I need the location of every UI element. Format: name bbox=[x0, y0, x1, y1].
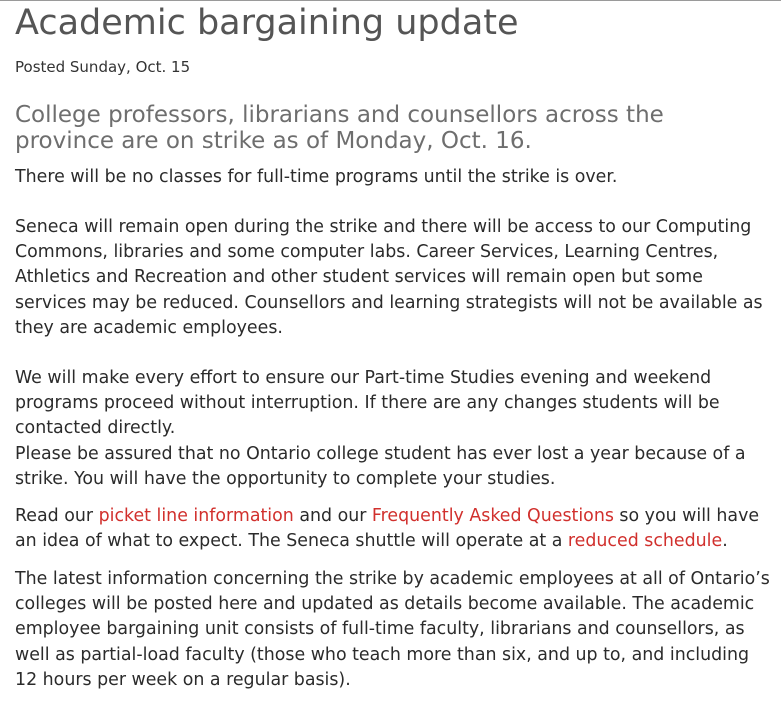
reduced-schedule-link[interactable]: reduced schedule bbox=[567, 531, 723, 552]
paragraph-read-our bbox=[15, 504, 770, 554]
page-title: Academic bargaining update bbox=[15, 3, 519, 43]
picket-line-information-link[interactable]: picket line information bbox=[98, 506, 294, 526]
paragraph-part-time: We will make every effort to ensure our Part-time Studies evening and weekend programs proceed without interruption. If there are any changes students will be contacted directly. bbox=[15, 368, 720, 439]
read-our-middle-text: so you will have an idea of what to expect. The Seneca shuttle will operate at a bbox=[15, 506, 760, 552]
read-our-intro-text: Read our bbox=[15, 506, 99, 526]
faq-link[interactable]: Frequently Asked Questions bbox=[371, 506, 614, 526]
paragraph-latest-info: The latest information concerning the strike by academic employees at all of Ontario’s colleges will be posted here and updated as details become available. The academic employee bargaining unit consists of full-time faculty, librarians and counsellors, as well as partial-load faculty (those who teach more than six, and up to, and including 12 hours per week on a regular basis). bbox=[15, 569, 770, 690]
and-our-text: and our bbox=[293, 506, 372, 526]
read-our-end-text: . bbox=[722, 531, 728, 552]
paragraph-assured: Please be assured that no Ontario college student has ever lost a year because of a strike. You will have the opportunity to complete your studies. bbox=[15, 444, 746, 490]
paragraph-no-classes: There will be no classes for full-time programs until the strike is over. bbox=[15, 167, 618, 187]
posted-date: Posted Sunday, Oct. 15 bbox=[15, 58, 191, 76]
top-divider bbox=[0, 0, 781, 1]
paragraph-open-services: Seneca will remain open during the strike and there will be access to our Computing Commons, libraries and some computer labs. Career Services, Learning Centres, Athletics and Recreation and other student services will remain open but some services may be reduced. Counsellors and learning strategists will not be available as they are academic employees. bbox=[15, 217, 763, 338]
article-subheading: College professors, librarians and counsellors across the province are on strike as of Monday, Oct. 16. bbox=[15, 102, 664, 154]
